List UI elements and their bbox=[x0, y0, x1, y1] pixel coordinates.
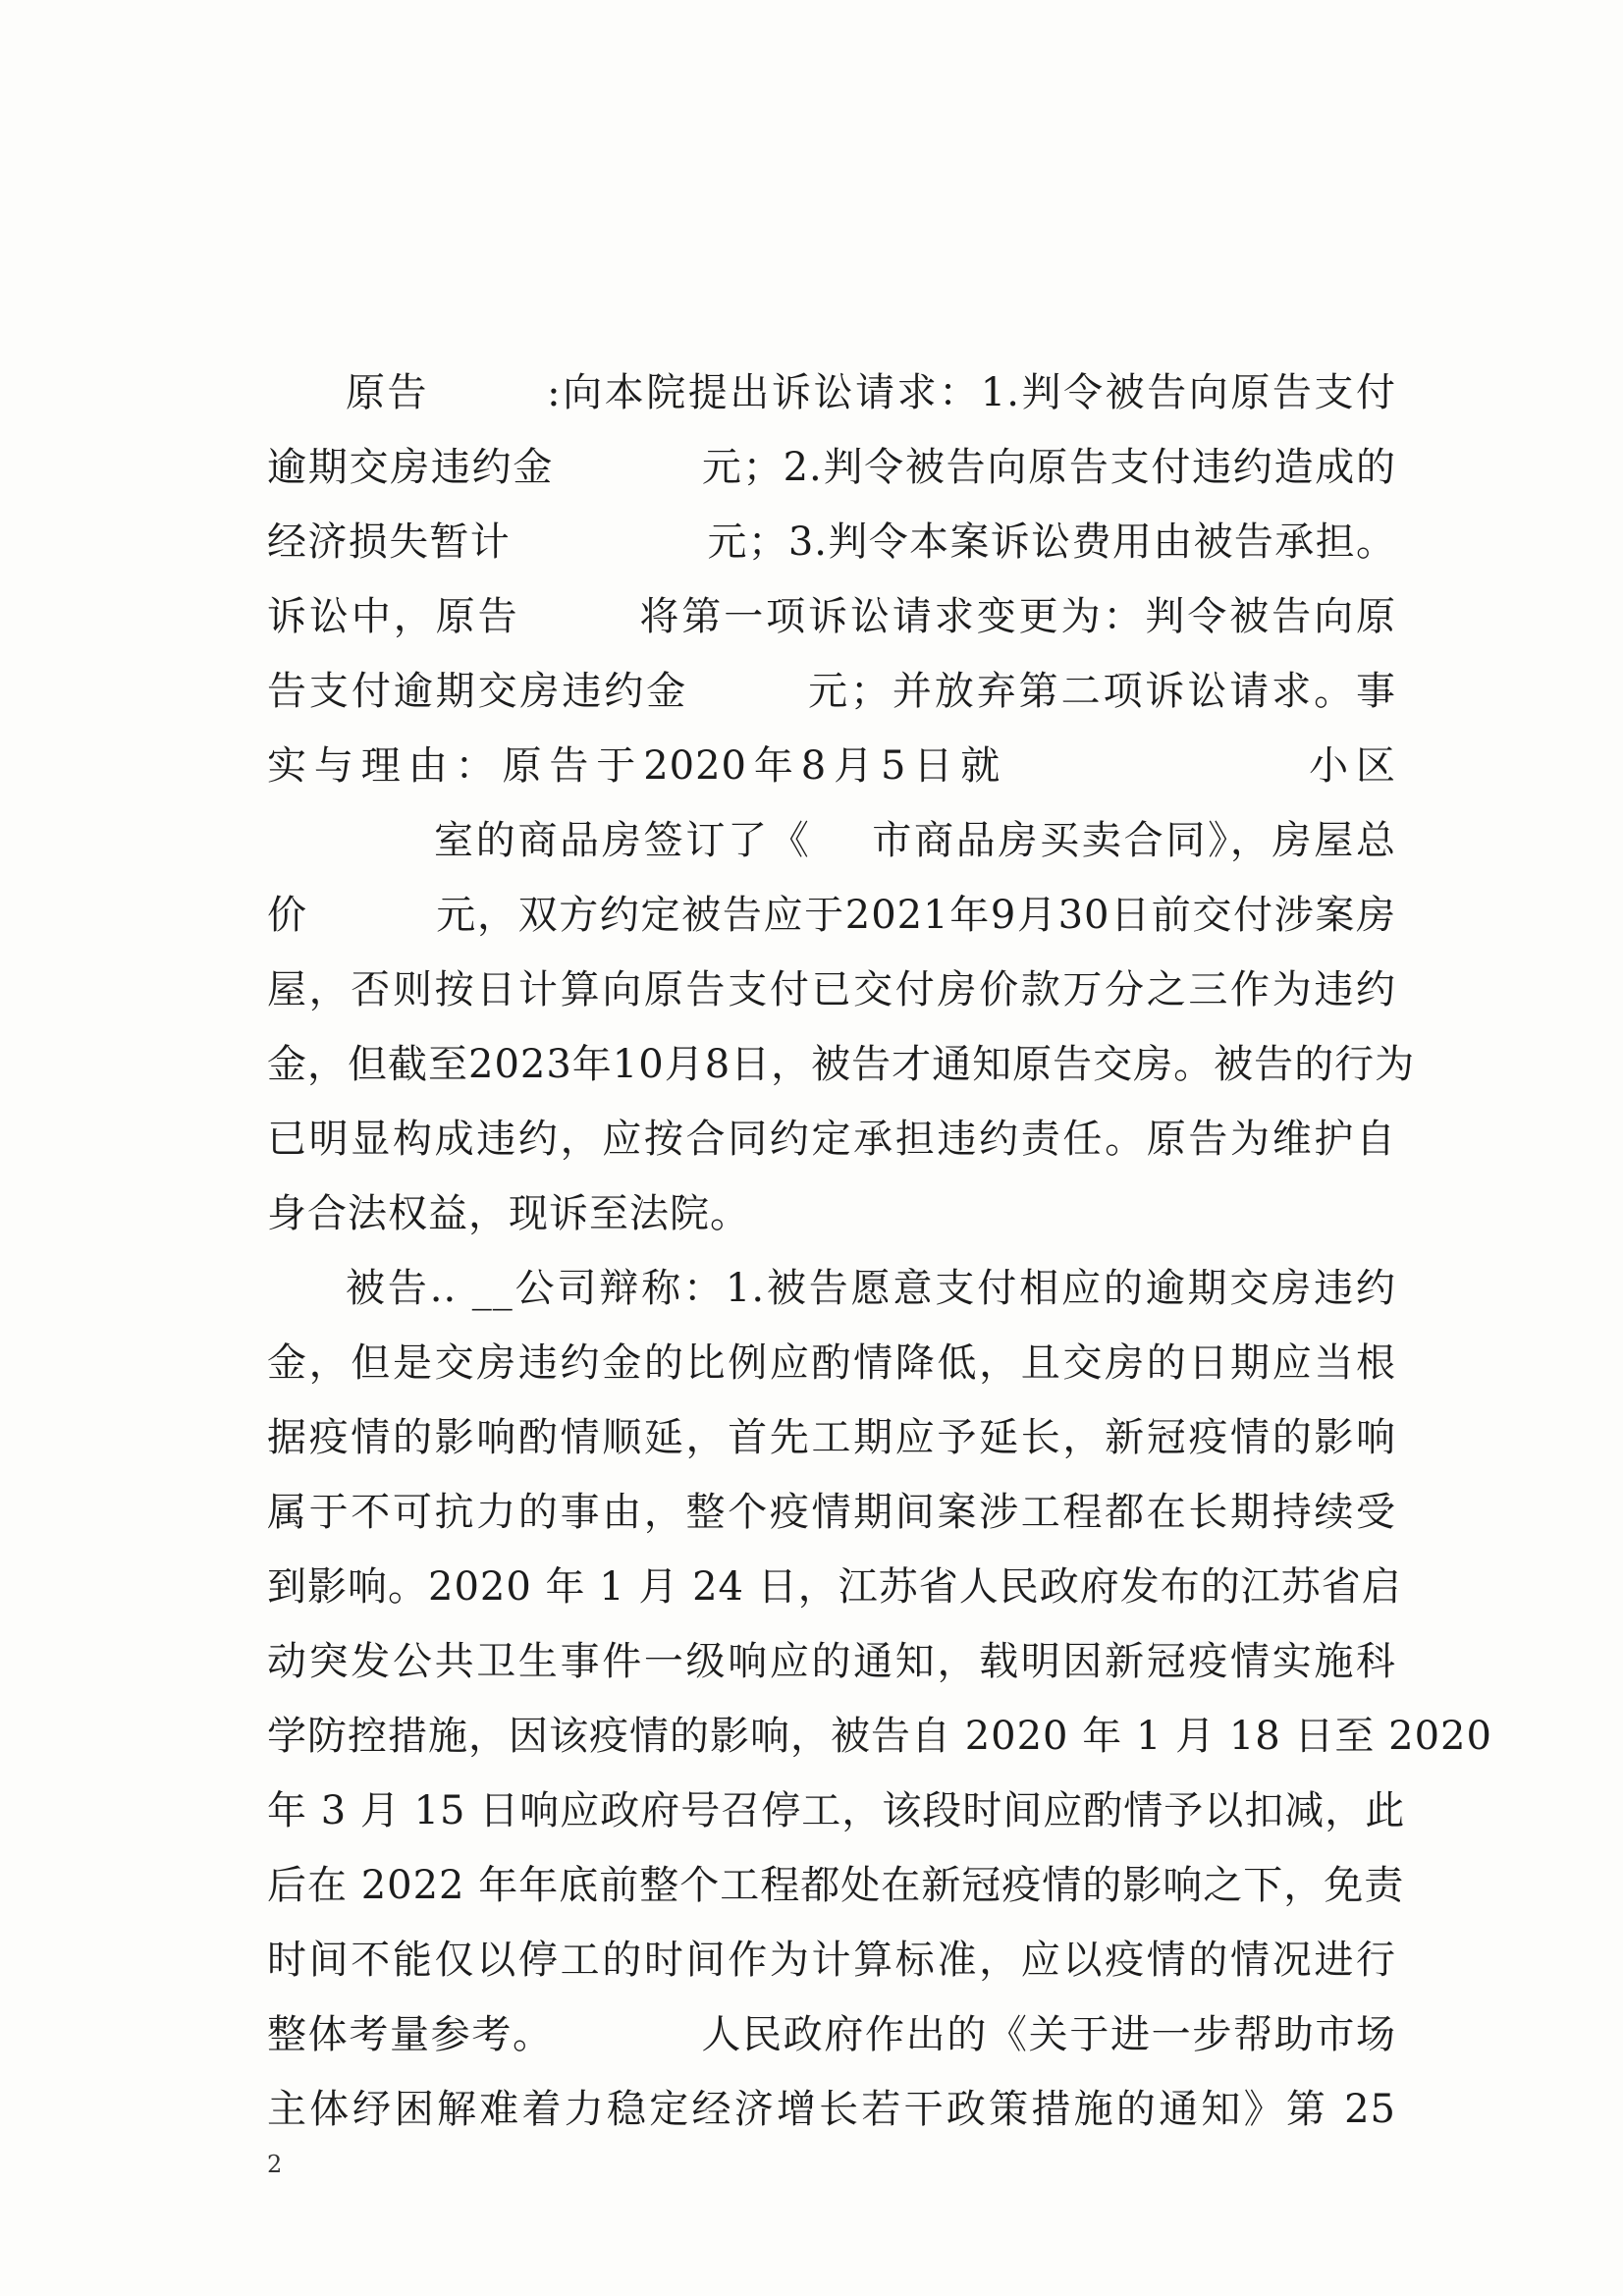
text-segment: 逾期交房违约金 bbox=[267, 445, 555, 490]
p1-line-5 bbox=[267, 662, 1396, 721]
redacted-region bbox=[520, 600, 638, 639]
text-segment: .. __公司辩称：1.被告愿意支付相应的逾期交房违约 bbox=[429, 1266, 1397, 1311]
p2-line-8: 年 3 月 15 日响应政府号召停工，该段时间应酌情予以扣减，此 bbox=[267, 1788, 1406, 1833]
text-segment: 市商品房买卖合同》，房屋总 bbox=[870, 818, 1397, 863]
redacted-region bbox=[554, 2018, 701, 2057]
text-segment: 将第一项诉讼请求变更为：判令被告向原 bbox=[637, 594, 1396, 639]
text-segment: 被告 bbox=[346, 1266, 430, 1311]
text-segment: 人民政府作出的《关于进一步帮助市场 bbox=[700, 2012, 1397, 2057]
p2-line-5: 到影响。2020 年 1 月 24 日，江苏省人民政府发布的江苏省启 bbox=[267, 1564, 1402, 1610]
p2-line-6: 动突发公共卫生事件一级响应的通知，载明因新冠疫情实施科 bbox=[267, 1639, 1396, 1684]
p1-line-2 bbox=[267, 438, 1396, 497]
p1-line-6 bbox=[267, 737, 1396, 795]
p2-line-4: 属于不可抗力的事由，整个疫情期间案涉工程都在长期持续受 bbox=[267, 1490, 1396, 1535]
p1-line-4 bbox=[267, 587, 1396, 646]
text-segment: 经济损失暂计 bbox=[267, 519, 512, 565]
p2-line-11 bbox=[267, 2005, 1396, 2064]
text-segment: 诉讼中，原告 bbox=[267, 594, 520, 639]
p1-line-10: 金，但截至2023年10月8日，被告才通知原告交房。被告的行为 bbox=[267, 1042, 1416, 1087]
p2-line-2: 金，但是交房违约金的比例应酌情降低，且交房的日期应当根 bbox=[267, 1340, 1396, 1386]
text-segment: 元；2.判令被告向原告支付违约造成的 bbox=[701, 445, 1396, 490]
p1-line-9: 屋，否则按日计算向原告支付已交付房价款万分之三作为违约 bbox=[267, 967, 1396, 1012]
text-segment: 小区 bbox=[1302, 743, 1397, 789]
redacted-region bbox=[308, 899, 436, 938]
text-segment: 整体考量参考。 bbox=[267, 2012, 554, 2057]
p2-line-9: 后在 2022 年年底前整个工程都处在新冠疫情的影响之下，免责 bbox=[267, 1863, 1405, 1908]
text-segment: :向本院提出诉讼请求：1.判令被告向原告支付 bbox=[547, 370, 1397, 415]
redacted-region bbox=[429, 376, 547, 415]
text-segment: 元；3.判令本案诉讼费用由被告承担。 bbox=[707, 519, 1396, 565]
p2-line-7: 学防控措施，因该疫情的影响，被告自 2020 年 1 月 18 日至 2020 bbox=[267, 1714, 1492, 1759]
p2-line-12: 主体纾困解难着力稳定经济增长若干政策措施的通知》第 25 bbox=[267, 2087, 1396, 2132]
p2-line-3: 据疫情的影响酌情顺延，首先工期应予延长，新冠疫情的影响 bbox=[267, 1415, 1396, 1460]
redacted-region bbox=[812, 824, 871, 863]
p1-line-1 bbox=[346, 363, 1396, 422]
p2-line-1 bbox=[346, 1259, 1396, 1318]
redacted-region bbox=[554, 451, 701, 490]
text-segment: 价 bbox=[267, 893, 308, 938]
redacted-region bbox=[688, 675, 806, 714]
redacted-region bbox=[1007, 749, 1302, 789]
text-segment: 告支付逾期交房违约金 bbox=[267, 669, 689, 714]
p1-line-8 bbox=[267, 886, 1396, 945]
text-segment: 原告 bbox=[346, 370, 430, 415]
p1-line-12: 身合法权益，现诉至法院。 bbox=[267, 1191, 750, 1236]
page-number: 2 bbox=[267, 2151, 283, 2178]
p1-line-7 bbox=[434, 811, 1396, 870]
text-segment: 元，双方约定被告应于2021年9月30日前交付涉案房 bbox=[435, 893, 1396, 938]
text-segment: 元；并放弃第二项诉讼请求。事 bbox=[806, 669, 1397, 714]
text-segment: 实与理由：原告于2020年8月5日就 bbox=[267, 743, 1008, 789]
text-segment: 室的商品房签订了《 bbox=[434, 818, 812, 863]
p1-line-3 bbox=[267, 513, 1396, 572]
redacted-region bbox=[511, 525, 707, 565]
p2-line-10: 时间不能仅以停工的时间作为计算标准，应以疫情的情况进行 bbox=[267, 1938, 1396, 1983]
p1-line-11: 已明显构成违约，应按合同约定承担违约责任。原告为维护自 bbox=[267, 1117, 1396, 1162]
